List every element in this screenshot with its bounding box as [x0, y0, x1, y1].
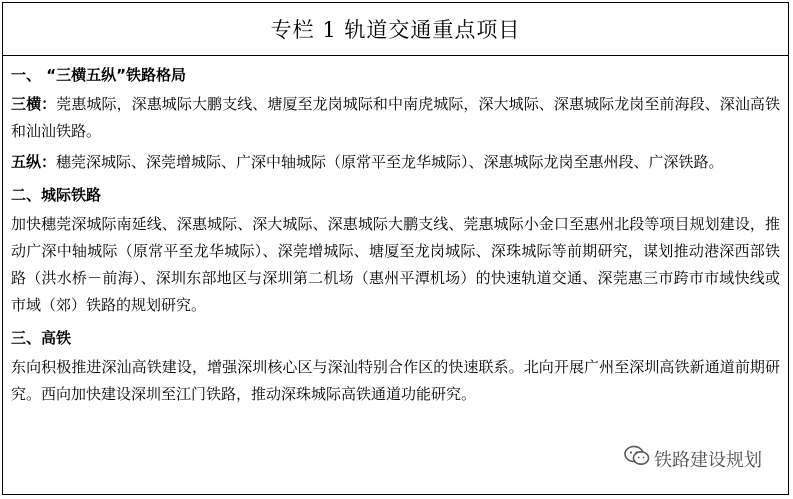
sanheng-text: 莞惠城际，深惠城际大鹏支线、塘厦至龙岗城际和中南虎城际，深大城际、深惠城际龙岗至前海段、深汕高铁和汕汕铁路。	[11, 95, 780, 140]
column-content	[3, 62, 788, 408]
column-title: 专栏 1 轨道交通重点项目	[3, 3, 788, 56]
wuzong-paragraph	[11, 149, 780, 176]
sanheng-label: 三横：	[11, 95, 57, 113]
section-heading-intercity: 二、城际铁路	[11, 186, 102, 204]
section-heading-railway-pattern: 一、 “三横五纵”铁路格局	[11, 66, 186, 84]
high-speed-paragraph: 东向积极推进深汕高铁建设，增强深圳核心区与深汕特别合作区的快速联系。北向开展广州至深圳高铁新通道前期研究。西向加快建设深圳至江门铁路，推动深珠城际高铁通道功能研究。	[11, 358, 780, 403]
wuzong-text: 穗莞深城际、深莞增城际、广深中轴城际（原常平至龙华城际）、深惠城际龙岗至惠州段、广深铁路。	[56, 153, 724, 171]
wechat-icon	[624, 445, 650, 472]
project-column-box	[2, 2, 789, 495]
watermark-text: 铁路建设规划	[654, 449, 762, 471]
section-heading-high-speed: 三、高铁	[11, 329, 72, 347]
intercity-paragraph: 加快穗莞深城际南延线、深惠城际、深大城际、深惠城际大鹏支线、莞惠城际小金口至惠州北段等项目规划建设，推动广深中轴城际（原常平至龙华城际）、深莞增城际、塘厦至龙岗城际、深珠城际等前期研究，谋划推动港深西部铁路（洪水桥－前海）、深圳东部地区与深圳第二机场（惠州平潭机场）的快速轨道交通、深莞惠三市跨市市域快线或市域（郊）铁路的规划研究。	[11, 215, 780, 314]
sanheng-paragraph	[11, 91, 780, 145]
wuzong-label: 五纵：	[11, 153, 57, 171]
watermark	[624, 445, 762, 472]
